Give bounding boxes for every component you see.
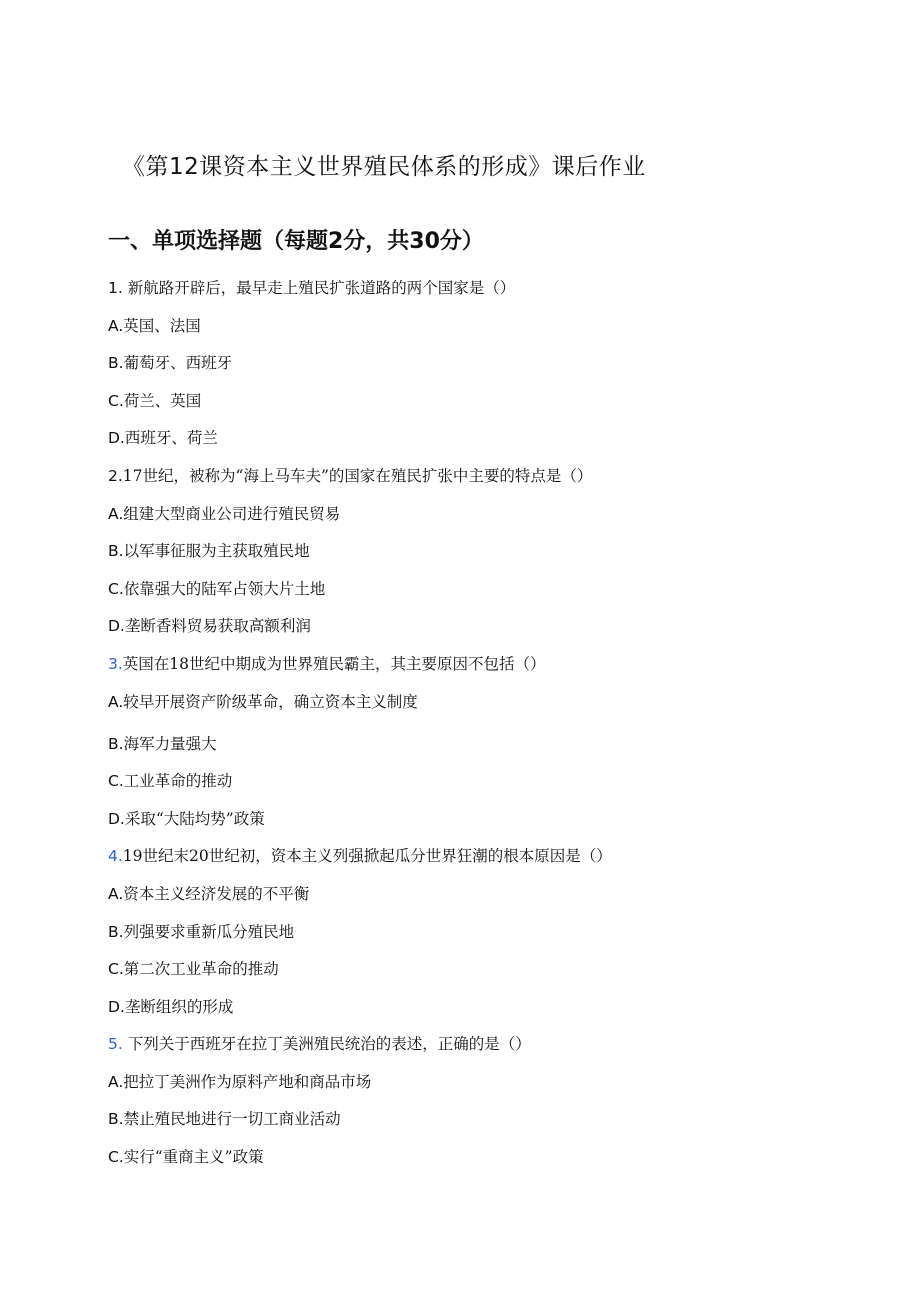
- option-text: 依靠强大的陆军占领大片土地: [123, 579, 326, 598]
- question-2-option-b: [108, 540, 868, 578]
- question-4-option-b: [108, 921, 868, 959]
- question-4-option-c: [108, 958, 868, 996]
- option-letter: D.: [108, 429, 125, 448]
- question-1-option-b: [108, 352, 868, 390]
- option-letter: B.: [108, 922, 124, 941]
- option-text: 葡萄牙、西班牙: [123, 354, 233, 373]
- option-letter: A.: [108, 1072, 124, 1091]
- question-2-option-d: [108, 615, 868, 653]
- option-letter: B.: [108, 1110, 124, 1129]
- question-text: 17世纪，被称为“海上马车夫”的国家在殖民扩张中主要的特点是（）: [122, 466, 593, 485]
- question-3-option-a: [108, 691, 868, 733]
- question-number: 2.: [108, 466, 123, 485]
- option-text: 垄断组织的形成: [124, 997, 234, 1016]
- question-3-option-c: [108, 770, 868, 808]
- question-4-option-a: [108, 883, 868, 921]
- question-1-option-c: [108, 390, 868, 428]
- option-letter: C.: [108, 1148, 124, 1167]
- option-text: 列强要求重新瓜分殖民地: [123, 922, 295, 941]
- option-text: 较早开展资产阶级革命，确立资本主义制度: [123, 692, 418, 711]
- question-3-stem: [108, 653, 868, 691]
- question-list: [108, 277, 868, 1184]
- document-title: 《第12课资本主义世界殖民体系的形成》课后作业: [122, 154, 646, 180]
- question-text: 19世纪末20世纪初，资本主义列强掀起瓜分世界狂潮的根本原因是（）: [122, 847, 612, 866]
- question-5-option-b: [108, 1108, 868, 1146]
- option-text: 禁止殖民地进行一切工商业活动: [123, 1110, 341, 1129]
- question-2-stem: [108, 465, 868, 503]
- option-text: 以军事征服为主获取殖民地: [123, 542, 310, 561]
- option-text: 资本主义经济发展的不平衡: [123, 884, 310, 903]
- option-letter: B.: [108, 734, 124, 753]
- option-letter: C.: [108, 772, 124, 791]
- option-text: 把拉丁美洲作为原料产地和商品市场: [123, 1072, 372, 1091]
- option-letter: C.: [108, 391, 124, 410]
- option-letter: D.: [108, 997, 125, 1016]
- question-number: 5.: [108, 1035, 123, 1054]
- option-text: 第二次工业革命的推动: [123, 960, 279, 979]
- question-1-option-a: [108, 315, 868, 353]
- question-5-option-c: [108, 1146, 868, 1184]
- question-2-option-c: [108, 578, 868, 616]
- question-text: 下列关于西班牙在拉丁美洲殖民统治的表述，正确的是（）: [122, 1035, 531, 1054]
- option-letter: A.: [108, 504, 124, 523]
- question-4-option-d: [108, 996, 868, 1034]
- question-5-option-a: [108, 1071, 868, 1109]
- option-text: 工业革命的推动: [123, 772, 233, 791]
- question-1-option-d: [108, 427, 868, 465]
- question-2-option-a: [108, 503, 868, 541]
- question-5-stem: [108, 1033, 868, 1071]
- question-text: 英国在18世纪中期成为世界殖民霸主，其主要原因不包括（）: [122, 654, 546, 673]
- option-text: 采取“大陆均势”政策: [124, 809, 265, 828]
- option-letter: D.: [108, 809, 125, 828]
- question-number: 4.: [108, 847, 123, 866]
- option-text: 荷兰、英国: [123, 391, 202, 410]
- option-letter: C.: [108, 960, 124, 979]
- option-text: 组建大型商业公司进行殖民贸易: [123, 504, 341, 523]
- question-number: 1.: [108, 279, 123, 297]
- question-3-option-b: [108, 733, 868, 771]
- section-heading: 一、单项选择题（每题2分，共30分）: [108, 229, 484, 254]
- option-text: 海军力量强大: [123, 734, 217, 753]
- option-letter: B.: [108, 354, 124, 373]
- option-letter: B.: [108, 542, 124, 561]
- option-text: 实行“重商主义”政策: [123, 1148, 264, 1167]
- option-letter: A.: [108, 316, 124, 335]
- question-number: 3.: [108, 654, 123, 673]
- question-text: 新航路开辟后，最早走上殖民扩张道路的两个国家是（）: [122, 279, 516, 297]
- option-text: 西班牙、荷兰: [124, 429, 218, 448]
- option-letter: D.: [108, 617, 125, 636]
- option-text: 垄断香料贸易获取高额利润: [124, 617, 311, 636]
- option-letter: A.: [108, 692, 124, 711]
- option-text: 英国、法国: [123, 316, 201, 335]
- question-1-stem: [108, 277, 868, 315]
- question-3-option-d: [108, 808, 868, 846]
- option-letter: A.: [108, 884, 124, 903]
- option-letter: C.: [108, 579, 124, 598]
- question-4-stem: [108, 845, 868, 883]
